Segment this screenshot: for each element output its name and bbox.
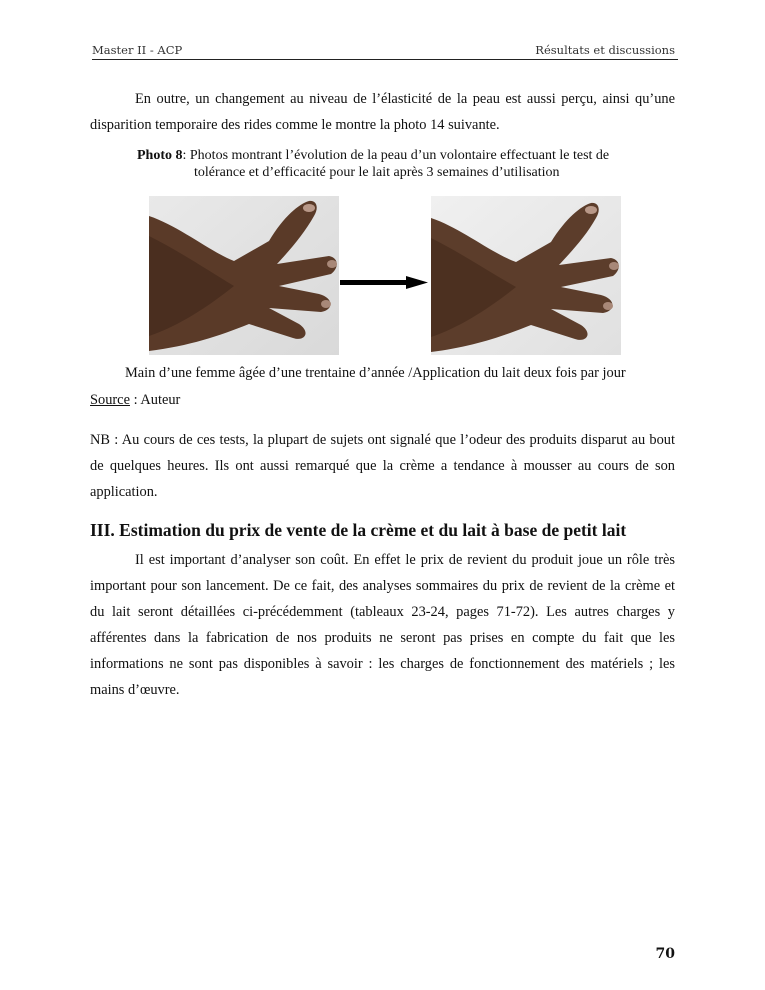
- header-left: Master II - ACP: [92, 43, 183, 57]
- photo-before: [149, 196, 339, 355]
- section-heading: III. Estimation du prix de vente de la crème et du lait à base de petit lait: [90, 520, 627, 540]
- section-paragraph: Il est important d’analyser son coût. En effet le prix de revient du produit joue un rôle très important pour son lancement. De ce fait, des analyses sommaires du prix de revient de la crème et du lait seront détaillées ci-précédemment (tableaux 23-24, pages 71-72). Les autres charges y afférentes dans la fabrication de nos produits ne seront pas prises en compte du fait que les informations ne sont pas disponibles à savoir : les charges de fonctionnement des matériels ; les mains d’œuvre.: [90, 552, 675, 698]
- figure-subcaption: Main d’une femme âgée d’une trentaine d’année /Application du lait deux fois par jour: [125, 365, 626, 381]
- figure-caption: [137, 147, 677, 181]
- figure-caption-line2: tolérance et d’efficacité pour le lait après 3 semaines d’utilisation: [194, 165, 560, 180]
- intro-paragraph: En outre, un changement au niveau de l’élasticité de la peau est aussi perçu, ainsi qu’une disparition temporaire des rides comme le montre la photo 14 suivante.: [90, 91, 675, 133]
- figure-label: Photo 8: [137, 148, 183, 163]
- header-right: Résultats et discussions: [535, 43, 675, 57]
- photo-after: [431, 196, 621, 355]
- running-header: [92, 42, 678, 60]
- source-value: : Auteur: [129, 392, 181, 408]
- figure-source: [90, 391, 180, 409]
- nb-paragraph: NB : Au cours de ces tests, la plupart de sujets ont signalé que l’odeur des produits disparut au bout de quelques heures. Ils ont aussi remarqué que la crème a tendance à mousser au cours de son application.: [90, 432, 675, 500]
- page-number: 70: [655, 946, 675, 962]
- source-label: Source: [90, 392, 130, 408]
- figure-caption-line1: : Photos montrant l’évolution de la peau d’un volontaire effectuant le test de: [182, 148, 610, 163]
- arrow-right-icon: [340, 276, 430, 290]
